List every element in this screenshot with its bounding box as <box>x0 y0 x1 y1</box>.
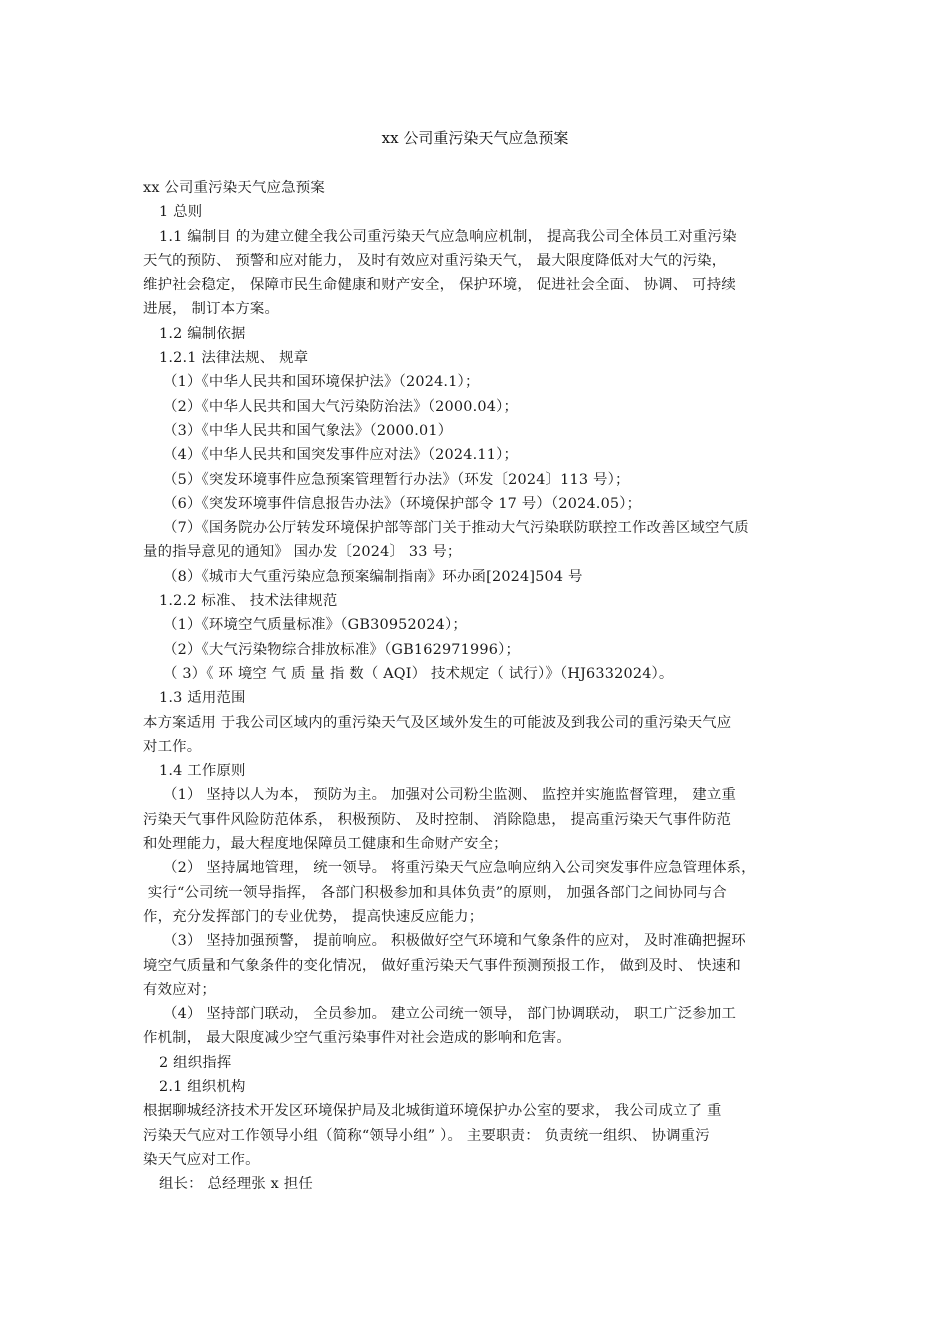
heading-1-3: 1.3 适用范围 <box>159 690 246 707</box>
list-item: （6）《突发环境事件信息报告办法》（环境保护部令 17 号）（2024.05）； <box>163 495 642 512</box>
paragraph-line: 和处理能力，最大程度地保障员工健康和生命财产安全； <box>143 836 508 853</box>
paragraph-line: 作，充分发挥部门的专业优势， 提高快速反应能力； <box>143 908 484 925</box>
heading-2: 2 组织指挥 <box>159 1054 232 1071</box>
paragraph-line: （4） 坚持部门联动， 全员参加。 建立公司统一领导， 部门协调联动， 职工广泛参加工 <box>163 1006 737 1023</box>
paragraph-line: 天气的预防、 预警和应对能力， 及时有效应对重污染天气， 最大限度降低对大气的污染， <box>143 252 727 269</box>
paragraph-line: 1.1 编制目 的为建立健全我公司重污染天气应急响应机制， 提高我公司全体员工对重污染 <box>159 228 737 245</box>
paragraph-line: 作机制， 最大限度减少空气重污染事件对社会造成的影响和危害。 <box>143 1030 571 1047</box>
heading-1-2: 1.2 编制依据 <box>159 325 246 342</box>
list-item: （7）《国务院办公厅转发环境保护部等部门关于推动大气污染联防联控工作改善区域空气质 <box>163 520 749 537</box>
list-item: （ 3）《 环 境空 气 质 量 指 数（ AQI） 技术规定（ 试行）》（HJ6332024）。 <box>163 665 674 682</box>
list-item: （2）《中华人民共和国大气污染防治法》（2000.04）； <box>163 398 519 415</box>
paragraph-line: 污染天气应对工作领导小组（简称“领导小组” ）。 主要职责： 负责统一组织、 协调重污 <box>143 1127 710 1144</box>
body-line: xx 公司重污染天气应急预案 <box>143 180 325 196</box>
list-item: （1）《环境空气质量标准》（GB30952024）； <box>163 617 467 634</box>
paragraph-line: 本方案适用 于我公司区域内的重污染天气及区域外发生的可能波及到我公司的重污染天气应 <box>143 714 732 731</box>
document-body <box>143 176 811 1196</box>
paragraph-line: 进展， 制订本方案。 <box>143 301 280 318</box>
list-item: （3）《中华人民共和国气象法》（2000.01） <box>163 422 453 439</box>
document-title: xx 公司重污染天气应急预案 <box>381 129 569 147</box>
list-item: （8）《城市大气重污染应急预案编制指南》环办函[2024]504 号 <box>163 568 583 585</box>
list-item: （2）《大气污染物综合排放标准》（GB162971996）； <box>163 641 521 658</box>
paragraph-line: 对工作。 <box>143 738 202 755</box>
paragraph-line: 境空气质量和气象条件的变化情况， 做好重污染天气事件预测预报工作， 做到及时、 快速和 <box>143 957 741 974</box>
heading-2-1: 2.1 组织机构 <box>159 1078 246 1095</box>
heading-1-2-1: 1.2.1 法律法规、 规章 <box>159 350 309 367</box>
paragraph-line: （1） 坚持以人为本， 预防为主。 加强对公司粉尘监测、 监控并实施监督管理， 建立重 <box>163 787 737 804</box>
paragraph-line: 有效应对； <box>143 981 216 998</box>
paragraph-line: 染天气应对工作。 <box>143 1151 260 1168</box>
paragraph-line: 实行“公司统一领导指挥， 各部门积极参加和具体负责”的原则， 加强各部门之间协同与合 <box>143 884 727 901</box>
paragraph-line: 组长： 总经理张 x 担任 <box>159 1176 313 1193</box>
heading-1-2-2: 1.2.2 标准、 技术法律规范 <box>159 593 338 610</box>
list-item: （4）《中华人民共和国突发事件应对法》（2024.11）； <box>163 447 519 464</box>
list-item-continuation: 量的指导意见的通知》 国办发〔2024〕 33 号； <box>143 544 462 561</box>
paragraph-line: 污染天气事件风险防范体系， 积极预防、 及时控制、 消除隐患， 提高重污染天气事件防范 <box>143 811 732 828</box>
paragraph-line: 根据聊城经济技术开发区环境保护局及北城街道环境保护办公室的要求， 我公司成立了 重 <box>143 1103 722 1120</box>
heading-1-4: 1.4 工作原则 <box>159 763 246 780</box>
list-item: （5）《突发环境事件应急预案管理暂行办法》（环发〔2024〕113 号）； <box>163 471 630 488</box>
list-item: （1）《中华人民共和国环境保护法》（2024.1）； <box>163 374 480 391</box>
paragraph-line: 维护社会稳定， 保障市民生命健康和财产安全， 保护环境， 促进社会全面、 协调、 可持续 <box>143 277 736 294</box>
paragraph-line: （3） 坚持加强预警， 提前响应。 积极做好空气环境和气象条件的应对， 及时准确把握环 <box>163 933 746 950</box>
heading-1: 1 总则 <box>159 204 203 221</box>
paragraph-line: （2） 坚持属地管理， 统一领导。 将重污染天气应急响应纳入公司突发事件应急管理体系， <box>163 860 756 877</box>
